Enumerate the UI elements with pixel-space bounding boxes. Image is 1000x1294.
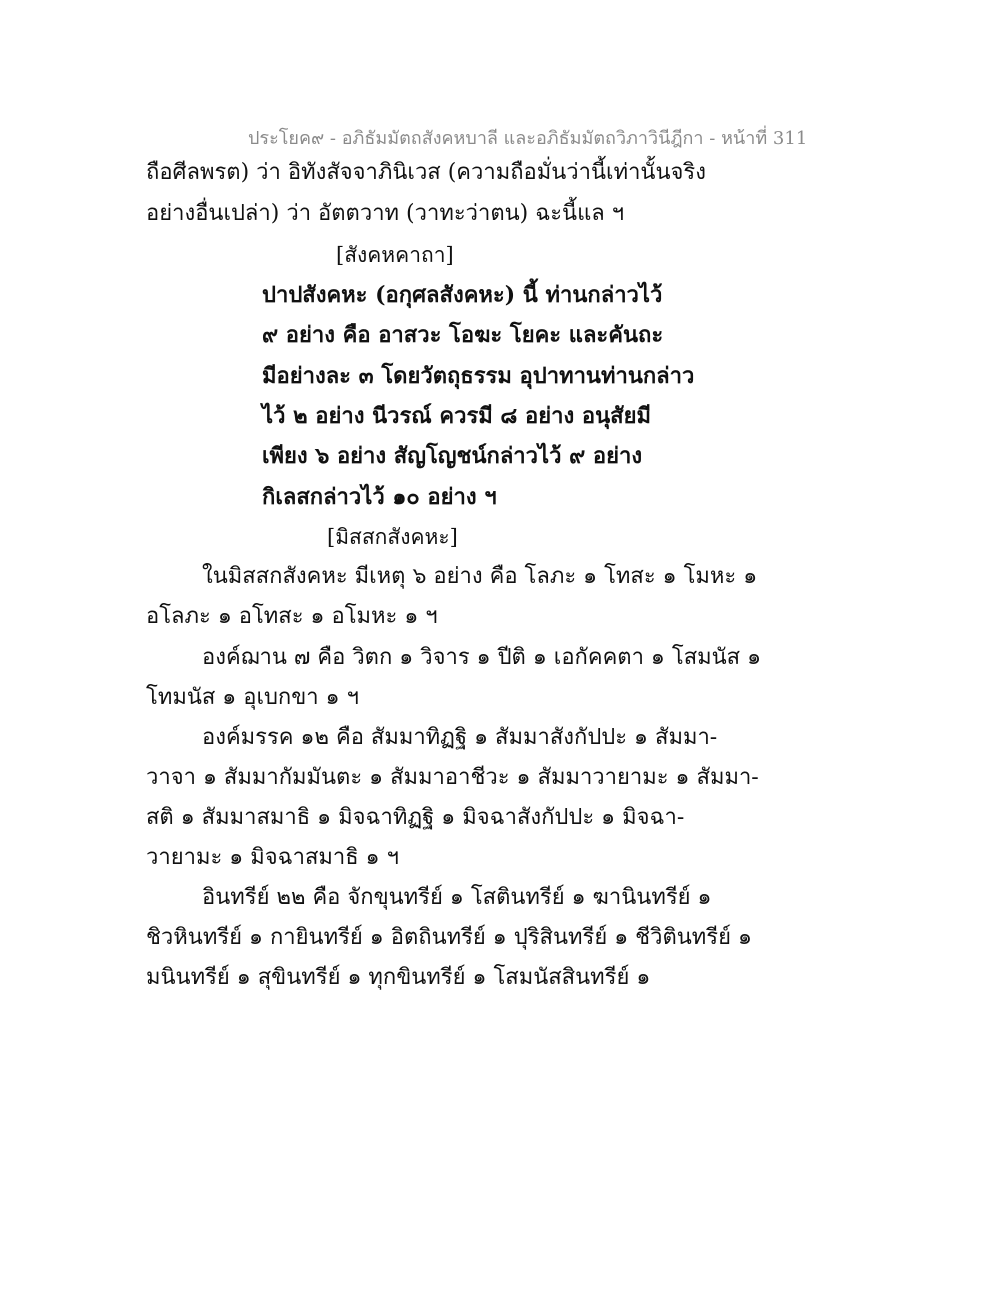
verse-line: ไว้ ๒ อย่าง นีวรณ์ ควรมี ๘ อย่าง อนุสัยมี bbox=[262, 403, 651, 429]
paragraph-line: องค์มรรค ๑๒ คือ สัมมาทิฏฐิ ๑ สัมมาสังกัปปะ ๑ สัมมา- bbox=[202, 725, 718, 750]
paragraph-line: โทมนัส ๑ อุเบกขา ๑ ฯ bbox=[146, 685, 359, 710]
paragraph-line: อโลภะ ๑ อโทสะ ๑ อโมหะ ๑ ฯ bbox=[146, 604, 438, 629]
section-heading: [สังคหคาถา] bbox=[336, 243, 454, 267]
text-line: ถือศีลพรต) ว่า อิทังสัจจาภินิเวส (ความถือมั่นว่านี้เท่านั้นจริง bbox=[146, 160, 706, 185]
paragraph-line: มนินทรีย์ ๑ สุขินทรีย์ ๑ ทุกขินทรีย์ ๑ โสมนัสสินทรีย์ ๑ bbox=[146, 965, 651, 990]
verse-line: กิเลสกล่าวไว้ ๑๐ อย่าง ฯ bbox=[262, 484, 497, 510]
page-header: ประโยค๙ - อภิธัมมัตถสังคหบาลี และอภิธัมมัตถวิภาวินีฎีกา - หน้าที่ 311 bbox=[248, 128, 808, 149]
text-line: อย่างอื่นเปล่า) ว่า อัตตวาท (วาทะว่าตน) ฉะนี้แล ฯ bbox=[146, 201, 625, 226]
verse-line: เพียง ๖ อย่าง สัญโญชน์กล่าวไว้ ๙ อย่าง bbox=[262, 443, 643, 469]
verse-line: มีอย่างละ ๓ โดยวัตถุธรรม อุปาทานท่านกล่าว bbox=[262, 363, 695, 389]
section-heading: [มิสสกสังคหะ] bbox=[327, 525, 458, 549]
paragraph-line: สติ ๑ สัมมาสมาธิ ๑ มิจฉาทิฏฐิ ๑ มิจฉาสังกัปปะ ๑ มิจฉา- bbox=[146, 805, 685, 830]
paragraph-line: อินทรีย์ ๒๒ คือ จักขุนทรีย์ ๑ โสตินทรีย์ ๑ ฆานินทรีย์ ๑ bbox=[202, 885, 712, 910]
verse-line: ปาปสังคหะ (อกุศลสังคหะ) นี้ ท่านกล่าวไว้ bbox=[262, 282, 663, 308]
paragraph-line: วาจา ๑ สัมมากัมมันตะ ๑ สัมมาอาชีวะ ๑ สัมมาวายามะ ๑ สัมมา- bbox=[146, 765, 759, 790]
verse-line: ๙ อย่าง คือ อาสวะ โอฆะ โยคะ และคันถะ bbox=[262, 322, 664, 348]
paragraph-line: ในมิสสกสังคหะ มีเหตุ ๖ อย่าง คือ โลภะ ๑ โทสะ ๑ โมหะ ๑ bbox=[202, 564, 758, 589]
paragraph-line: ชิวหินทรีย์ ๑ กายินทรีย์ ๑ อิตถินทรีย์ ๑ ปุริสินทรีย์ ๑ ชีวิตินทรีย์ ๑ bbox=[146, 925, 752, 950]
paragraph-line: วายามะ ๑ มิจฉาสมาธิ ๑ ฯ bbox=[146, 845, 399, 870]
paragraph-line: องค์ฌาน ๗ คือ วิตก ๑ วิจาร ๑ ปีติ ๑ เอกัคคตา ๑ โสมนัส ๑ bbox=[202, 645, 762, 670]
